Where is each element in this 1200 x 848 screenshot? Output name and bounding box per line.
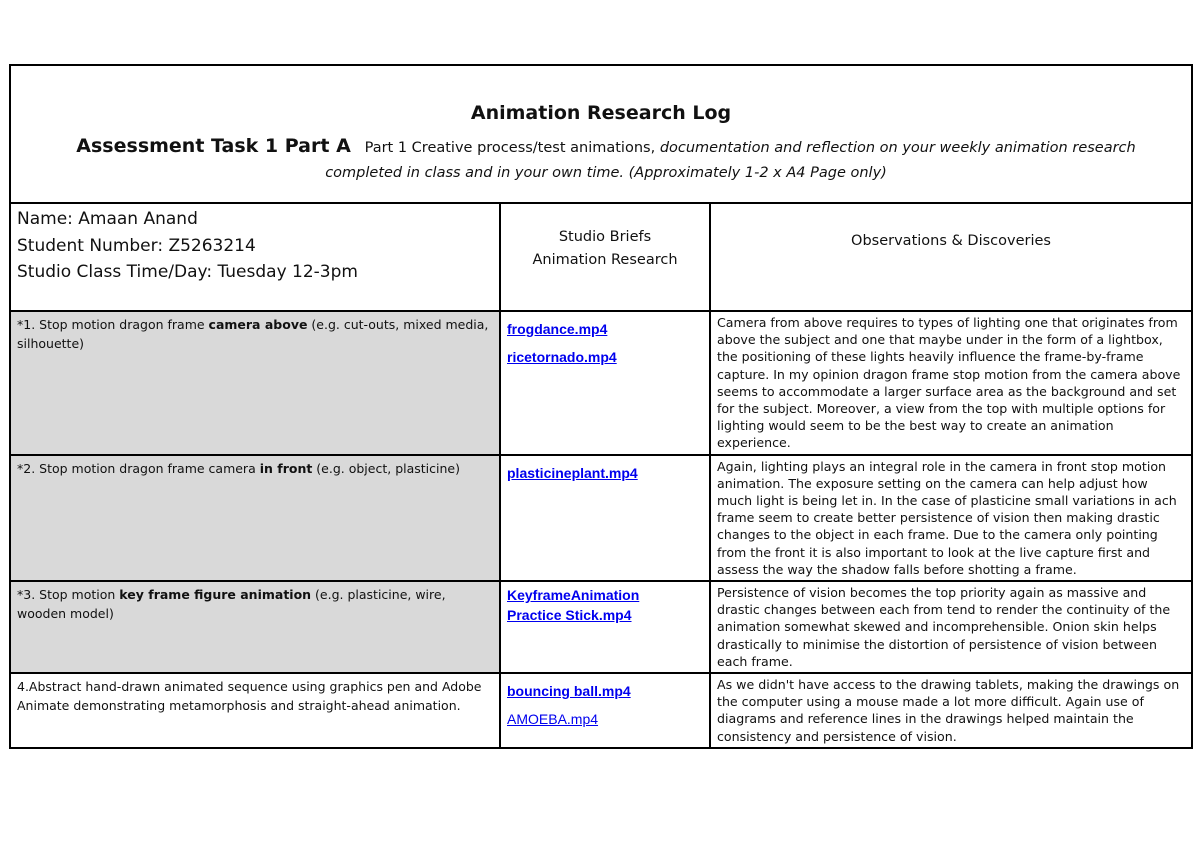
links-cell-2 bbox=[500, 455, 710, 581]
video-link-amoeba[interactable]: AMOEBA.mp4 bbox=[507, 711, 599, 728]
intro-italic-text: documentation and reflection on your weekly animation research completed in class and in your own time. (Approximately 1-2 x A4 Page only) bbox=[325, 140, 1136, 181]
links-cell-4 bbox=[500, 673, 710, 748]
intro-plain-text: Part 1 Creative process/test animations, bbox=[364, 140, 656, 156]
info-row bbox=[10, 203, 1192, 311]
links-cell-3 bbox=[500, 581, 710, 673]
task-text-tail: (e.g. plasticine, wire, wooden model) bbox=[17, 587, 446, 622]
task-cell-2 bbox=[10, 455, 500, 581]
task-highlight: key frame figure animation bbox=[119, 587, 312, 603]
link-line-2: Practice Stick.mp4 bbox=[507, 607, 632, 624]
task-text: *2. Stop motion dragon frame camera bbox=[17, 460, 260, 476]
task-text: *1. Stop motion dragon frame bbox=[17, 317, 209, 332]
links-cell-1 bbox=[500, 311, 710, 455]
studio-class-time: Studio Class Time/Day: Tuesday 12-3pm bbox=[17, 262, 358, 282]
table-row bbox=[10, 581, 1192, 673]
research-log-sheet bbox=[9, 64, 1191, 749]
video-link-keyframe-animation[interactable] bbox=[507, 585, 703, 625]
observation-cell-1: Camera from above requires to types of lighting one that originates from above the subject and one that maybe under in the form of a lightbox, the positioning of these lights heavily influence the frame-by-frame capture. In my opinion dragon frame stop motion from the camera above seems to accommodate a larger surface area as the background and set for the subject. Moreover, a view from the top with multiple options for lighting would seem to be the best way to create an animation experience. bbox=[710, 311, 1192, 455]
animation-research-label: Animation Research bbox=[532, 252, 678, 268]
studio-briefs-label: Studio Briefs bbox=[558, 229, 652, 245]
observation-cell-2: Again, lighting plays an integral role in the camera in front stop motion animation. The exposure setting on the camera can help adjust how much light is being let in. In the case of plasticine small variations in ach frame seem to create better persistence of vision then making drastic changes to the object in each frame. Due to the camera only pointing from the front it is also important to look at the live capture first and assess the way the shadow falls before shotting a frame. bbox=[710, 455, 1192, 581]
video-link-plasticineplant[interactable]: plasticineplant.mp4 bbox=[507, 464, 638, 481]
student-info-cell bbox=[10, 203, 500, 311]
task-cell-1 bbox=[10, 311, 500, 455]
task-label: Assessment Task 1 Part A bbox=[76, 135, 351, 157]
page-title: Animation Research Log bbox=[470, 102, 732, 124]
task-highlight: camera above bbox=[208, 317, 308, 332]
student-number: Student Number: Z5263214 bbox=[17, 235, 256, 256]
task-highlight: in front bbox=[259, 460, 313, 476]
header-cell bbox=[10, 65, 1192, 203]
video-link-frogdance[interactable]: frogdance.mp4 bbox=[507, 321, 608, 337]
task-text-tail: (e.g. cut-outs, mixed media, silhouette) bbox=[17, 317, 489, 351]
task-cell-3 bbox=[10, 581, 500, 673]
table-row bbox=[10, 673, 1192, 748]
table-row bbox=[10, 311, 1192, 455]
studio-briefs-header bbox=[500, 203, 710, 311]
research-log-table bbox=[9, 64, 1193, 749]
student-name: Name: Amaan Anand bbox=[17, 209, 198, 229]
video-link-ricetornado[interactable]: ricetornado.mp4 bbox=[507, 349, 617, 365]
task-description bbox=[51, 134, 1161, 186]
link-line-1: KeyframeAnimation bbox=[507, 587, 640, 604]
observations-label: Observations & Discoveries bbox=[851, 233, 1051, 249]
observations-header bbox=[710, 203, 1192, 311]
task-cell-4 bbox=[10, 673, 500, 748]
task-text-tail: (e.g. object, plasticine) bbox=[312, 460, 460, 476]
video-link-bouncing-ball[interactable]: bouncing ball.mp4 bbox=[507, 683, 631, 700]
observation-cell-4: As we didn't have access to the drawing tablets, making the drawings on the computer using a mouse made a lot more difficult. Again use of diagrams and reference lines in the drawings helped maintain the consistency and persistence of vision. bbox=[710, 673, 1192, 748]
observation-cell-3: Persistence of vision becomes the top priority again as massive and drastic changes between each from tend to render the continuity of the animation somewhat skewed and incomprehensible. Onion skin helps drastically to minimise the distortion of persistence of vision between each frame. bbox=[710, 581, 1192, 673]
task-text: *3. Stop motion bbox=[17, 587, 120, 603]
task-text: 4.Abstract hand-drawn animated sequence using graphics pen and Adobe Animate demonstrating metamorphosis and straight-ahead animation. bbox=[17, 679, 482, 714]
table-row bbox=[10, 455, 1192, 581]
header-row bbox=[10, 65, 1192, 203]
